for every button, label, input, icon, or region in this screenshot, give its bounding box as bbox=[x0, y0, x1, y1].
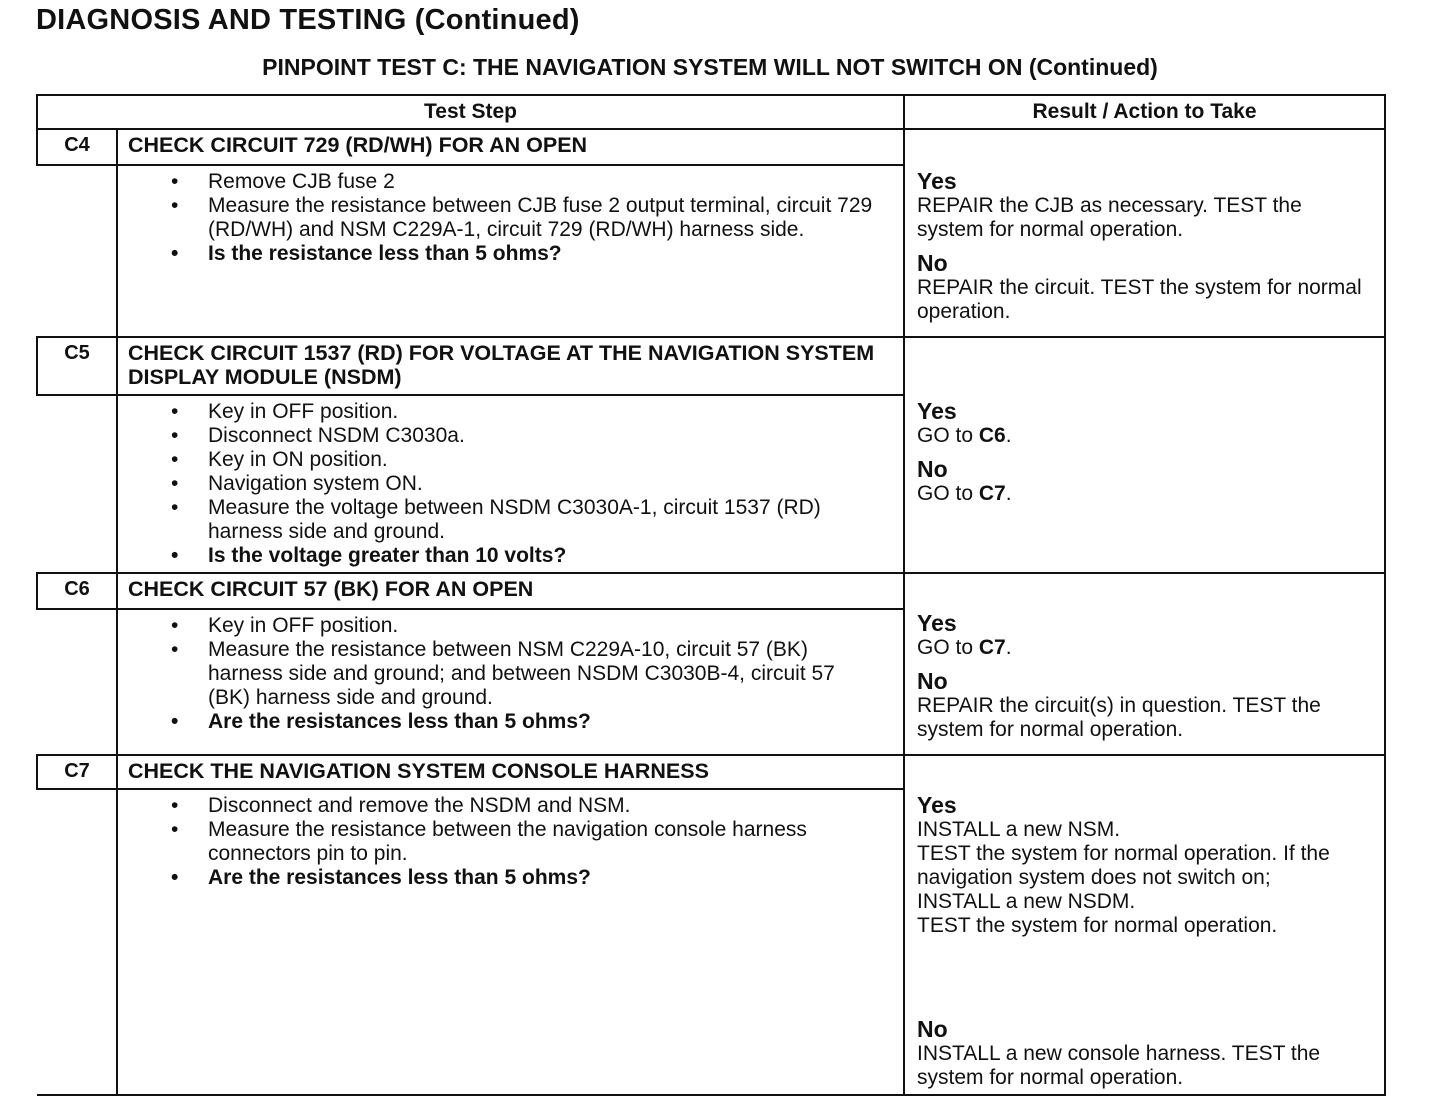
result-action-header: Result / Action to Take bbox=[904, 95, 1385, 129]
step-c6-result bbox=[904, 573, 1385, 755]
step-question: • Is the voltage greater than 10 volts? bbox=[208, 544, 873, 568]
yes-action-end: . bbox=[1005, 636, 1012, 659]
step-bullet: • Measure the resistance between CJB fuse 2 output terminal, circuit 729 (RD/WH) and NSM C229A-1, circuit 729 (RD/WH) harness side. bbox=[208, 194, 873, 242]
no-action: GO to bbox=[917, 482, 979, 505]
step-question: • Are the resistances less than 5 ohms? bbox=[208, 866, 873, 890]
step-bullet: • Disconnect and remove the NSDM and NSM. bbox=[208, 794, 873, 818]
step-question: • Are the resistances less than 5 ohms? bbox=[208, 710, 873, 734]
no-label: No bbox=[917, 250, 948, 276]
no-label: No bbox=[917, 668, 948, 694]
step-bullet: • Key in ON position. bbox=[208, 448, 873, 472]
step-c6-body bbox=[117, 609, 904, 755]
step-title: CHECK CIRCUIT 57 (BK) FOR AN OPEN bbox=[117, 573, 904, 609]
step-title: CHECK THE NAVIGATION SYSTEM CONSOLE HARNESS bbox=[117, 755, 904, 789]
yes-label: Yes bbox=[917, 398, 957, 424]
step-c4-title-row bbox=[37, 129, 1385, 165]
step-c7-body bbox=[117, 789, 904, 1095]
step-bullet: • Disconnect NSDM C3030a. bbox=[208, 424, 873, 448]
step-question: • Is the resistance less than 5 ohms? bbox=[208, 242, 873, 266]
table-header-row bbox=[37, 95, 1385, 129]
no-label: No bbox=[917, 456, 948, 482]
step-bullet: • Measure the resistance between NSM C229A-10, circuit 57 (BK) harness side and ground; and between NSDM C3030B-4, circuit 57 (BK) harness side and ground. bbox=[208, 638, 873, 710]
yes-label: Yes bbox=[917, 168, 957, 194]
no-action: REPAIR the circuit(s) in question. TEST the system for normal operation. bbox=[917, 694, 1321, 741]
yes-action-3: INSTALL a new NSDM. bbox=[917, 890, 1136, 913]
go-to-step-link: C7 bbox=[978, 636, 1006, 659]
step-id: C5 bbox=[37, 337, 117, 395]
yes-action: GO to bbox=[917, 424, 979, 447]
yes-action-1: INSTALL a new NSM. bbox=[917, 818, 1121, 841]
pinpoint-test-title: PINPOINT TEST C: THE NAVIGATION SYSTEM WILL NOT SWITCH ON (Continued) bbox=[262, 54, 1158, 80]
yes-label: Yes bbox=[917, 792, 957, 818]
step-bullet: • Key in OFF position. bbox=[208, 614, 873, 638]
no-action-end: . bbox=[1005, 482, 1012, 505]
no-action: INSTALL a new console harness. TEST the system for normal operation. bbox=[917, 1042, 1321, 1089]
go-to-step-link: C6 bbox=[978, 424, 1006, 447]
yes-action-end: . bbox=[1005, 424, 1012, 447]
step-c7-result bbox=[904, 755, 1385, 1095]
step-c5-title-row bbox=[37, 337, 1385, 395]
step-c4-body bbox=[117, 165, 904, 337]
step-bullet: • Measure the voltage between NSDM C3030A-1, circuit 1537 (RD) harness side and ground. bbox=[208, 496, 873, 544]
step-title: CHECK CIRCUIT 729 (RD/WH) FOR AN OPEN bbox=[117, 129, 904, 165]
step-c6-title-row bbox=[37, 573, 1385, 609]
yes-action: REPAIR the CJB as necessary. TEST the system for normal operation. bbox=[917, 194, 1302, 241]
step-c5-result bbox=[904, 337, 1385, 573]
page-title: DIAGNOSIS AND TESTING (Continued) bbox=[36, 4, 580, 36]
pinpoint-test-table bbox=[36, 94, 1386, 1096]
step-id: C4 bbox=[37, 129, 117, 165]
yes-label: Yes bbox=[917, 610, 957, 636]
step-c4-result bbox=[904, 129, 1385, 337]
yes-action-4: TEST the system for normal operation. bbox=[917, 914, 1278, 937]
step-title: CHECK CIRCUIT 1537 (RD) FOR VOLTAGE AT THE NAVIGATION SYSTEM DISPLAY MODULE (NSDM) bbox=[117, 337, 904, 395]
go-to-step-link: C7 bbox=[978, 482, 1006, 505]
step-bullet: • Remove CJB fuse 2 bbox=[208, 170, 873, 194]
no-label: No bbox=[917, 1016, 948, 1042]
step-c7-title-row bbox=[37, 755, 1385, 789]
step-c5-body bbox=[117, 395, 904, 573]
step-bullet: • Measure the resistance between the navigation console harness connectors pin to pin. bbox=[208, 818, 873, 866]
step-id: C7 bbox=[37, 755, 117, 789]
step-bullet: • Navigation system ON. bbox=[208, 472, 873, 496]
yes-action: GO to bbox=[917, 636, 979, 659]
no-action: REPAIR the circuit. TEST the system for normal operation. bbox=[917, 276, 1362, 323]
step-bullet: • Key in OFF position. bbox=[208, 400, 873, 424]
yes-action-2: TEST the system for normal operation. If the navigation system does not switch on; bbox=[917, 842, 1330, 889]
step-id: C6 bbox=[37, 573, 117, 609]
test-step-header: Test Step bbox=[37, 95, 904, 129]
